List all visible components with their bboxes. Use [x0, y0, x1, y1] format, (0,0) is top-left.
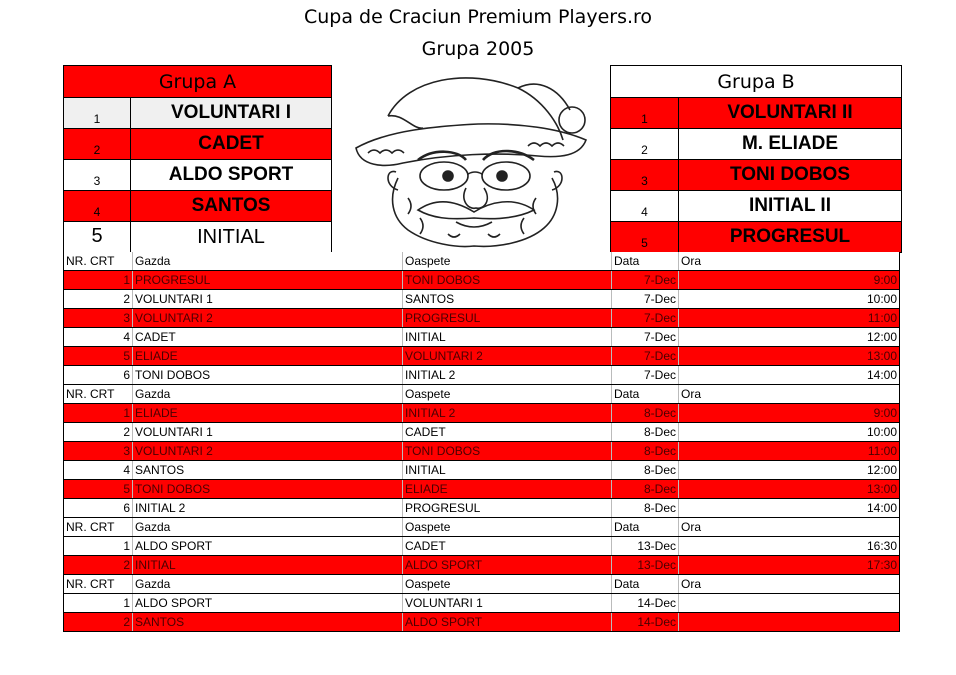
home-team: ELIADE	[133, 347, 403, 366]
home-team: TONI DOBOS	[133, 480, 403, 499]
away-team: VOLUNTARI 1	[403, 594, 612, 613]
away-team: TONI DOBOS	[403, 442, 612, 461]
away-team: CADET	[403, 423, 612, 442]
team-name: SANTOS	[131, 191, 332, 222]
match-date: 14-Dec	[612, 613, 679, 632]
column-header-date: Data	[612, 252, 679, 271]
home-team: VOLUNTARI 2	[133, 442, 403, 461]
match-time: 9:00	[679, 271, 900, 290]
column-header-time: Ora	[679, 575, 900, 594]
home-team: INITIAL 2	[133, 499, 403, 518]
match-row	[64, 461, 900, 480]
match-date: 8-Dec	[612, 423, 679, 442]
away-team: INITIAL	[403, 328, 612, 347]
schedule-header-row	[64, 518, 900, 537]
match-date: 7-Dec	[612, 328, 679, 347]
column-header-time: Ora	[679, 385, 900, 404]
column-header-host: Gazda	[133, 385, 403, 404]
schedule-header-row	[64, 575, 900, 594]
away-team: INITIAL 2	[403, 366, 612, 385]
page-subtitle: Grupa 2005	[421, 38, 535, 60]
team-number: 1	[64, 98, 131, 129]
group-b-table	[610, 65, 902, 253]
column-header-nr: NR. CRT	[64, 575, 133, 594]
match-date: 8-Dec	[612, 461, 679, 480]
match-time: 17:30	[679, 556, 900, 575]
team-number: 2	[64, 129, 131, 160]
match-number: 3	[64, 442, 133, 461]
match-time: 13:00	[679, 480, 900, 499]
match-number: 4	[64, 461, 133, 480]
match-time: 12:00	[679, 328, 900, 347]
home-team: VOLUNTARI 2	[133, 309, 403, 328]
schedule-header-row	[64, 385, 900, 404]
match-row	[64, 271, 900, 290]
match-date: 7-Dec	[612, 366, 679, 385]
match-time: 9:00	[679, 404, 900, 423]
team-name: M. ELIADE	[679, 129, 902, 160]
match-number: 1	[64, 271, 133, 290]
match-date: 8-Dec	[612, 480, 679, 499]
column-header-time: Ora	[679, 252, 900, 271]
column-header-guest: Oaspete	[403, 575, 612, 594]
home-team: ALDO SPORT	[133, 594, 403, 613]
away-team: VOLUNTARI 2	[403, 347, 612, 366]
page-title: Cupa de Craciun Premium Players.ro	[303, 6, 653, 28]
column-header-nr: NR. CRT	[64, 252, 133, 271]
team-name: TONI DOBOS	[679, 160, 902, 191]
match-row	[64, 537, 900, 556]
match-number: 5	[64, 347, 133, 366]
match-number: 2	[64, 423, 133, 442]
match-time: 11:00	[679, 442, 900, 461]
column-header-date: Data	[612, 575, 679, 594]
away-team: ALDO SPORT	[403, 556, 612, 575]
match-time: 14:00	[679, 366, 900, 385]
match-number: 1	[64, 537, 133, 556]
match-time	[679, 594, 900, 613]
column-header-guest: Oaspete	[403, 518, 612, 537]
team-number: 3	[64, 160, 131, 191]
match-date: 13-Dec	[612, 537, 679, 556]
match-time: 12:00	[679, 461, 900, 480]
team-number: 3	[611, 160, 679, 191]
match-date: 8-Dec	[612, 442, 679, 461]
column-header-nr: NR. CRT	[64, 385, 133, 404]
match-date: 14-Dec	[612, 594, 679, 613]
team-number: 4	[64, 191, 131, 222]
away-team: TONI DOBOS	[403, 271, 612, 290]
match-date: 7-Dec	[612, 271, 679, 290]
match-number: 2	[64, 613, 133, 632]
away-team: INITIAL 2	[403, 404, 612, 423]
away-team: INITIAL	[403, 461, 612, 480]
home-team: ELIADE	[133, 404, 403, 423]
home-team: INITIAL	[133, 556, 403, 575]
team-name: INITIAL II	[679, 191, 902, 222]
match-date: 8-Dec	[612, 404, 679, 423]
home-team: ALDO SPORT	[133, 537, 403, 556]
column-header-date: Data	[612, 518, 679, 537]
match-row	[64, 556, 900, 575]
team-name: VOLUNTARI I	[131, 98, 332, 129]
column-header-time: Ora	[679, 518, 900, 537]
column-header-host: Gazda	[133, 252, 403, 271]
column-header-guest: Oaspete	[403, 385, 612, 404]
match-row	[64, 499, 900, 518]
santa-claus-illustration	[348, 68, 598, 248]
match-time: 14:00	[679, 499, 900, 518]
column-header-host: Gazda	[133, 518, 403, 537]
home-team: PROGRESUL	[133, 271, 403, 290]
away-team: PROGRESUL	[403, 499, 612, 518]
match-number: 6	[64, 499, 133, 518]
match-date: 7-Dec	[612, 347, 679, 366]
team-number: 2	[611, 129, 679, 160]
match-row	[64, 613, 900, 632]
match-time	[679, 613, 900, 632]
column-header-date: Data	[612, 385, 679, 404]
match-number: 5	[64, 480, 133, 499]
away-team: SANTOS	[403, 290, 612, 309]
home-team: TONI DOBOS	[133, 366, 403, 385]
column-header-host: Gazda	[133, 575, 403, 594]
match-number: 6	[64, 366, 133, 385]
group-a-title: Grupa A	[64, 66, 332, 98]
team-name: VOLUNTARI II	[679, 98, 902, 129]
away-team: CADET	[403, 537, 612, 556]
team-name: CADET	[131, 129, 332, 160]
match-row	[64, 442, 900, 461]
home-team: SANTOS	[133, 613, 403, 632]
schedule-header-row	[64, 252, 900, 271]
match-time: 10:00	[679, 423, 900, 442]
match-schedule-table	[63, 252, 900, 632]
match-time: 16:30	[679, 537, 900, 556]
match-row	[64, 366, 900, 385]
match-number: 1	[64, 404, 133, 423]
group-b-title: Grupa B	[611, 66, 902, 98]
home-team: VOLUNTARI 1	[133, 290, 403, 309]
column-header-nr: NR. CRT	[64, 518, 133, 537]
team-number: 1	[611, 98, 679, 129]
team-number: 4	[611, 191, 679, 222]
match-time: 10:00	[679, 290, 900, 309]
match-time: 11:00	[679, 309, 900, 328]
group-a-table	[63, 65, 332, 253]
match-row	[64, 594, 900, 613]
home-team: SANTOS	[133, 461, 403, 480]
column-header-guest: Oaspete	[403, 252, 612, 271]
match-row	[64, 480, 900, 499]
match-number: 4	[64, 328, 133, 347]
match-row	[64, 404, 900, 423]
match-date: 13-Dec	[612, 556, 679, 575]
match-number: 2	[64, 290, 133, 309]
match-date: 7-Dec	[612, 309, 679, 328]
match-row	[64, 290, 900, 309]
match-row	[64, 423, 900, 442]
away-team: ELIADE	[403, 480, 612, 499]
match-row	[64, 328, 900, 347]
match-row	[64, 347, 900, 366]
away-team: PROGRESUL	[403, 309, 612, 328]
team-number: 5	[64, 222, 131, 253]
match-number: 1	[64, 594, 133, 613]
match-number: 3	[64, 309, 133, 328]
team-number: 5	[611, 222, 679, 253]
team-name: INITIAL	[131, 222, 332, 253]
match-row	[64, 309, 900, 328]
team-name: PROGRESUL	[679, 222, 902, 253]
away-team: ALDO SPORT	[403, 613, 612, 632]
match-date: 7-Dec	[612, 290, 679, 309]
home-team: VOLUNTARI 1	[133, 423, 403, 442]
team-name: ALDO SPORT	[131, 160, 332, 191]
match-number: 2	[64, 556, 133, 575]
match-date: 8-Dec	[612, 499, 679, 518]
home-team: CADET	[133, 328, 403, 347]
match-time: 13:00	[679, 347, 900, 366]
